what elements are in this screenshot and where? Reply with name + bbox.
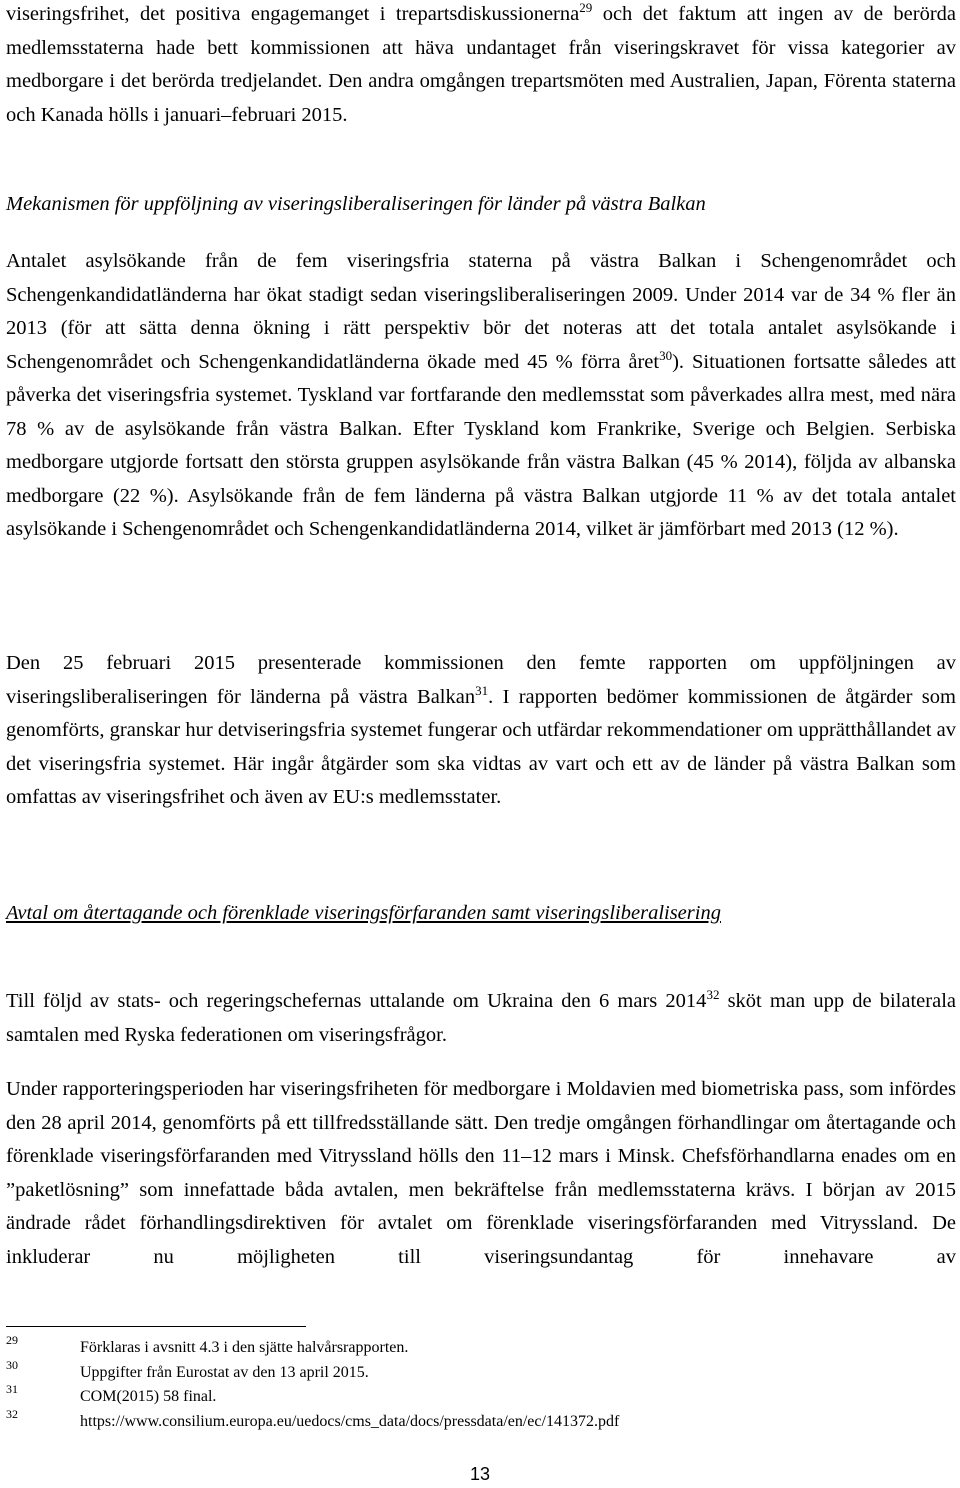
footnote-number: 30 [6,1357,18,1372]
footnotes [6,1334,946,1432]
paragraph-text: viseringsfrihet, det positiva engagemanget i trepartsdiskussionerna [6,3,580,25]
section-heading-western-balkans: Mekanismen för uppföljning av viseringsliberaliseringen för länder på västra Balkan [6,193,706,215]
paragraph-text: Till följd av stats- och regeringschefernas uttalande om Ukraina den 6 mars 2014 [6,990,707,1012]
footnote-number: 31 [6,1382,18,1396]
paragraph-ukraine [6,985,956,1052]
footnote-ref-30[interactable]: 30 [659,347,673,363]
paragraph-text: . I rapporten bedömer kommissionen de åtgärder som genomförts, granskar hur detviseringsfria systemet fungerar och utfärdar rekommendationer om upprätthållandet av det viseringsfria systemet. Här ingår åtgärder som ska vidtas av vart och ett av de länder på västra Balkan som omfattas av viseringsfrihet och även av EU:s medlemsstater. [6,685,956,808]
paragraph-text: Den 25 februari 2015 presenterade kommissionen den femte rapporten om uppföljningen av viseringsliberaliseringen för länderna på västra Balkan [6,652,956,708]
footnote-30 [6,1359,946,1384]
paragraph-moldova-belarus: Under rapporteringsperioden har viseringsfriheten för medborgare i Moldavien med biometriska pass, som infördes den 28 april 2014, genomförts på ett tillfredsställande sätt. Den tredje omgången förhandlingar om återtagande och förenklade viseringsförfaranden med Vitryssland hölls den 11–12 mars i Minsk. Chefsförhandlarna enades om en ”paketlösning” som innefattade båda avtalen, men bekräftelse från medlemsstaterna krävs. I början av 2015 ändrade rådet förhandlingsdirektiven för avtalet om förenklade viseringsförfaranden med Vitryssland. De inkluderar nu möjligheten till viseringsundantag för innehavare av [6,1078,956,1268]
footnote-text: Uppgifter från Eurostat av den 13 april 2015. [80,1363,369,1381]
footnote-link[interactable]: https://www.consilium.europa.eu/uedocs/cms_data/docs/pressdata/en/ec/141372.pdf [80,1412,620,1430]
footnote-29 [6,1334,946,1359]
footnote-text: COM(2015) 58 final. [80,1388,217,1405]
paragraph-text: Antalet asylsökande från de fem viseringsfria staterna på västra Balkan i Schengenområdet och Schengenkandidatländerna har ökat stadigt sedan viseringsliberaliseringen 2009. Under 2014 var de 34 % fler än 2013 (för att sätta denna ökning i rätt perspektiv bör det noteras att det totala antalet asylsökande i Schengenområdet och Schengenkandidatländerna ökade med 45 % förra året [6,250,956,373]
paragraph-asylum-seekers [6,245,956,547]
paragraph-text: och det faktum att ingen av de berörda medlemsstaterna hade bett kommissionen att häva undantaget från viseringskravet för vissa kategorier av medborgare i det berörda tredjelandet. Den andra omgången trepartsmöten med Australien, Japan, Förenta staterna och Kanada hölls i januari–februari 2015. [6,3,956,126]
footnote-ref-32[interactable]: 32 [706,987,720,1002]
page-number: 13 [469,1464,491,1484]
footnote-text: Förklaras i avsnitt 4.3 i den sjätte halvårsrapporten. [80,1339,409,1356]
footnote-separator [6,1326,306,1327]
footnote-31 [6,1383,946,1408]
footnote-ref-31[interactable]: 31 [475,682,489,698]
paragraph-visa-reciprocity [6,0,956,132]
section-heading-readmission: Avtal om återtagande och förenklade viseringsförfaranden samt viseringsliberalisering [6,902,721,924]
footnote-number: 29 [6,1333,18,1347]
paragraph-text: sköt man upp de bilaterala samtalen med Ryska federationen om viseringsfrågor. [6,990,956,1046]
footnote-32 [6,1408,946,1433]
paragraph-text: ). Situationen fortsatte således att påverka det viseringsfria systemet. Tyskland var fortfarande den medlemsstat som påverkades allra mest, med nära 78 % av de asylsökande från västra Balkan. Efter Tyskland kom Frankrike, Sverige och Belgien. Serbiska medborgare utgjorde fortsatt den största gruppen asylsökande från västra Balkan (45 % 2014), följda av albanska medborgare (22 %). Asylsökande från de fem länderna på västra Balkan utgjorde 11 % av det totala antalet asylsökande i Schengenområdet och Schengenkandidatländerna 2014, vilket är jämförbart med 2013 (12 %). [6,350,957,540]
paragraph-fifth-report [6,647,956,815]
footnote-number: 32 [6,1406,18,1421]
footnote-ref-29[interactable]: 29 [579,0,593,15]
